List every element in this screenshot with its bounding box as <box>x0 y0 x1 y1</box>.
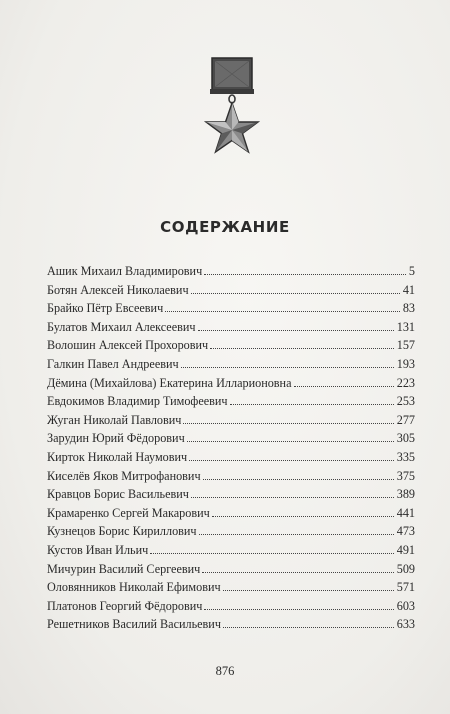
toc-dot-leader <box>223 590 394 591</box>
toc-entry-name: Брайко Пётр Евсеевич <box>47 301 164 316</box>
toc-title: СОДЕРЖАНИЕ <box>160 218 290 236</box>
toc-entry-name: Оловянников Николай Ефимович <box>47 580 221 595</box>
hero-gold-star-medal-icon <box>201 52 263 158</box>
toc-entry[interactable] <box>47 560 415 579</box>
toc-entry-name: Кустов Иван Ильич <box>47 542 149 557</box>
toc-entry[interactable] <box>47 374 415 393</box>
toc-entry-name: Решетников Василий Васильевич <box>47 617 221 632</box>
toc-dot-leader <box>181 367 394 368</box>
toc-entry[interactable] <box>47 467 415 486</box>
toc-entry-page: 131 <box>396 319 415 334</box>
toc-dot-leader <box>223 627 394 628</box>
toc-entry[interactable] <box>47 429 415 448</box>
toc-entry-page: 571 <box>396 580 415 595</box>
toc-entry-page: 253 <box>396 394 415 409</box>
toc-entry[interactable] <box>47 355 415 374</box>
toc-entry-name: Кузнецов Борис Кириллович <box>47 524 197 539</box>
toc-entry[interactable] <box>47 541 415 560</box>
table-of-contents <box>47 262 415 634</box>
toc-dot-leader <box>199 534 394 535</box>
toc-entry-page: 335 <box>396 449 415 464</box>
toc-dot-leader <box>202 572 393 573</box>
toc-dot-leader <box>183 423 393 424</box>
toc-entry-page: 41 <box>402 282 415 297</box>
toc-entry-page: 509 <box>396 561 415 576</box>
toc-entry-page: 305 <box>396 431 415 446</box>
toc-entry-name: Крамаренко Сергей Макарович <box>47 505 210 520</box>
toc-entry-page: 193 <box>396 356 415 371</box>
toc-dot-leader <box>204 274 406 275</box>
toc-entry[interactable] <box>47 448 415 467</box>
toc-entry-name: Ашик Михаил Владимирович <box>47 264 203 278</box>
toc-dot-leader <box>150 553 393 554</box>
toc-dot-leader <box>203 479 394 480</box>
toc-entry-name: Волошин Алексей Прохорович <box>47 338 209 353</box>
toc-dot-leader <box>191 497 394 498</box>
toc-entry[interactable] <box>47 411 415 430</box>
toc-entry-page: 603 <box>396 598 415 613</box>
toc-entry-page: 277 <box>396 412 415 427</box>
toc-dot-leader <box>187 441 394 442</box>
toc-entry-name: Галкин Павел Андреевич <box>47 356 179 371</box>
toc-entry-name: Кирток Николай Наумович <box>47 449 188 464</box>
toc-entry-name: Евдокимов Владимир Тимофеевич <box>47 394 228 409</box>
toc-entry[interactable] <box>47 597 415 616</box>
toc-entry[interactable] <box>47 299 415 318</box>
toc-entry-page: 633 <box>396 617 415 632</box>
toc-entry[interactable] <box>47 504 415 523</box>
toc-dot-leader <box>212 516 394 517</box>
toc-entry[interactable] <box>47 392 415 411</box>
toc-dot-leader <box>165 311 400 312</box>
toc-dot-leader <box>294 386 394 387</box>
toc-entry[interactable] <box>47 522 415 541</box>
toc-entry-name: Жуган Николай Павлович <box>47 412 182 427</box>
toc-dot-leader <box>191 293 400 294</box>
toc-dot-leader <box>230 404 394 405</box>
toc-dot-leader <box>204 609 393 610</box>
toc-entry-page: 375 <box>396 468 415 483</box>
toc-entry-page: 491 <box>396 542 415 557</box>
toc-entry-page: 441 <box>396 505 415 520</box>
toc-entry-name: Кравцов Борис Васильевич <box>47 487 189 502</box>
toc-entry-name: Зарудин Юрий Фёдорович <box>47 431 185 446</box>
toc-entry-page: 473 <box>396 524 415 539</box>
toc-dot-leader <box>189 460 394 461</box>
toc-entry[interactable] <box>47 336 415 355</box>
page-number: 876 <box>215 664 235 678</box>
toc-entry-name: Платонов Георгий Фёдорович <box>47 598 203 613</box>
toc-entry[interactable] <box>47 615 415 634</box>
toc-entry-name: Ботян Алексей Николаевич <box>47 282 189 297</box>
toc-entry[interactable] <box>47 578 415 597</box>
toc-entry-page: 223 <box>396 375 415 390</box>
toc-entry[interactable] <box>47 485 415 504</box>
toc-entry-page: 83 <box>402 301 415 316</box>
toc-entry-page: 5 <box>408 264 415 278</box>
toc-dot-leader <box>210 348 394 349</box>
toc-entry-name: Мичурин Василий Сергеевич <box>47 561 201 576</box>
toc-entry-page: 389 <box>396 487 415 502</box>
toc-entry-page: 157 <box>396 338 415 353</box>
toc-entry-name: Булатов Михаил Алексеевич <box>47 319 196 334</box>
toc-entry-name: Дёмина (Михайлова) Екатерина Илларионовна <box>47 375 292 390</box>
toc-dot-leader <box>198 330 394 331</box>
toc-entry[interactable] <box>47 318 415 337</box>
toc-entry-name: Киселёв Яков Митрофанович <box>47 468 201 483</box>
toc-entry[interactable] <box>47 262 415 281</box>
toc-entry[interactable] <box>47 281 415 300</box>
